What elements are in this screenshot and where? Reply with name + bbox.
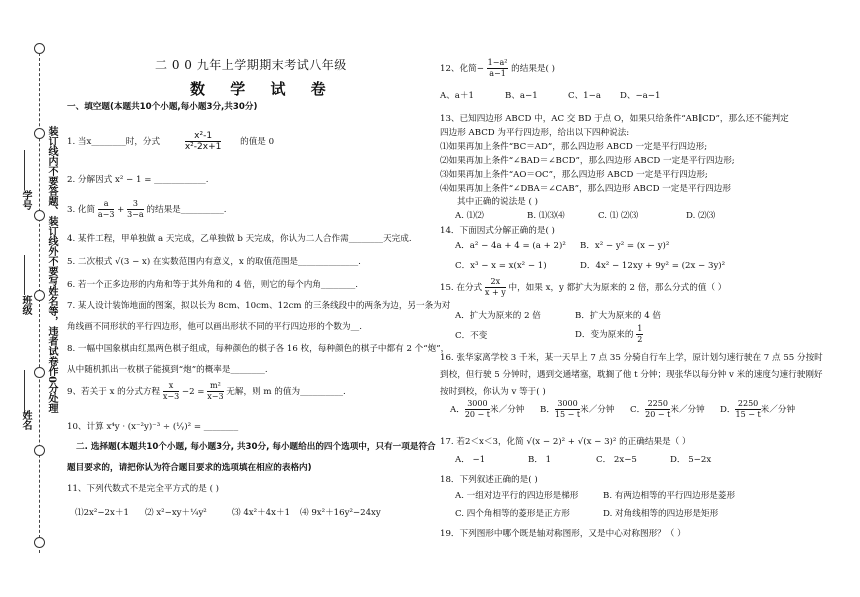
q12-option-d: D、−a−1 xyxy=(620,91,661,101)
section2-title-line2: 题目要求的，请把你认为符合题目要求的选项填在相应的表格内) xyxy=(67,463,312,473)
q16-option-c: C． $\frac{2250}{20 - t}$ 米／分钟 xyxy=(630,399,705,419)
question-11: 11、下列代数式不是完全平方式的是 ( ) xyxy=(67,484,220,494)
question-7-line1: 7. 某人设计装饰地面的图案，拟以长为 8cm、10cm、12cm 的三条线段中的两条为边，另一条为对 xyxy=(67,301,451,311)
question-17: 17. 若2＜x＜3，化简 √(x − 2)² + √(x − 3)² 的正确结果是（ ） xyxy=(440,437,691,447)
question-6: 6. 若一个正多边形的内角和等于其外角和的 4 倍，则它的每个内角________. xyxy=(67,280,359,290)
binding-hole xyxy=(34,537,45,548)
q15-option-d: D．变为原来的 $\frac{1}{2}$ xyxy=(575,324,643,344)
q17-option-b: B． 1 xyxy=(528,455,552,465)
q12-option-c: C、1−a xyxy=(568,91,601,101)
question-13-line2: 四边形 ABCD 为平行四边形，给出以下四种说法: xyxy=(440,128,630,138)
binding-hole xyxy=(34,445,45,456)
q13-option-a: A. ⑴⑵ xyxy=(455,211,484,221)
question-13-line3: ⑴如果再加上条件“BC＝AD”，那么四边形 ABCD 一定是平行四边形; xyxy=(440,142,708,152)
name-label: 姓名 xyxy=(20,410,31,430)
q11-option-2: ⑵ x²−xy＋¼y² xyxy=(145,508,207,518)
q11-option-4: ⑷ 9x²＋16y²−24xy xyxy=(300,508,381,518)
q14-option-a: A．a² − 4a + 4 = (a + 2)² xyxy=(455,241,566,251)
q15-option-c: C．不变 xyxy=(455,331,488,341)
q17-option-d: D． 5−2x xyxy=(670,455,712,465)
q18-option-a: A. 一组对边平行的四边形是梯形 xyxy=(455,491,579,501)
question-2: 2. 分解因式 x² − 1 = ____________. xyxy=(67,175,209,185)
q16-option-d: D． $\frac{2250}{15 - t}$ 米／分钟 xyxy=(720,399,796,419)
q15-option-a: A．扩大为原来的 2 倍 xyxy=(455,311,541,321)
question-10: 10、计算 x⁴y · (x⁻²y)⁻³ ÷ (¹⁄ᵧ)² = ________ xyxy=(67,422,239,432)
section1-title: 一、填空题(本题共10个小题,每小题3分,共30分) xyxy=(67,102,258,112)
binding-notice: 装订线内不要答题、装订线外不要写姓名等，违者试卷作0分处理 xyxy=(46,126,57,413)
question-13-line7: 其中正确的说法是 ( ) xyxy=(457,197,538,207)
class-label: 班级 xyxy=(20,295,31,315)
binding-hole xyxy=(34,128,45,139)
question-1: 1. 当x________时，分式 $\frac{\text{x²-1}}{\text{x²-2x+1}}$ 的值是 0 xyxy=(67,131,275,152)
q13-option-d: D. ⑵⑶ xyxy=(686,211,716,221)
binding-hole xyxy=(34,367,45,378)
section2-title-line1: 二. 选择题(本题共10个小题, 每小题3分, 共30分, 每小题给出的四个选项中，只有一项是符合 xyxy=(76,442,436,452)
question-16-line1: 16. 张华家离学校 3 千米，某一天早上 7 点 35 分骑自行车上学，原计划匀速行驶在 7 点 55 分按时 xyxy=(440,353,823,363)
question-8-line2: 从中随机抓出一枚棋子能摸到“炮”的概率是________. xyxy=(67,365,268,375)
binding-hole xyxy=(34,290,45,301)
exam-title: 数 学 试 卷 xyxy=(190,80,336,98)
q14-option-d: D．4x² − 12xy + 9y² = (2x − 3y)² xyxy=(580,261,726,271)
question-15: 15. 在分式 $\frac{2x}{x + y}$ 中，如果 x，y 都扩大为原来的 2 倍，那么分式的值（ ） xyxy=(440,277,727,297)
student-id-blank[interactable] xyxy=(24,150,25,190)
q16-option-a: A． $\frac{3000}{20 - t}$ 米／分钟 xyxy=(450,399,525,419)
question-18: 18．下列叙述正确的是( ) xyxy=(440,475,538,485)
question-13-line5: ⑶如果再加上条件“AO＝OC”，那么四边形 ABCD 一定是平行四边形; xyxy=(440,170,708,180)
q17-option-a: A． −1 xyxy=(455,455,486,465)
q12-option-b: B、a−1 xyxy=(505,91,538,101)
question-5: 5. 二次根式 √(3 − x) 在实数范围内有意义，x 的取值范围是______________. xyxy=(67,257,361,267)
q17-option-c: C． 2x−5 xyxy=(596,455,637,465)
question-13-line6: ⑷如果再加上条件“∠DBA＝∠CAB”，那么四边形 ABCD 一定是平行四边形 xyxy=(440,184,731,194)
q18-option-d: D. 对角线相等的四边形是矩形 xyxy=(603,509,719,519)
q12-option-a: A、a＋1 xyxy=(440,91,474,101)
question-3: 3. 化简 $\frac{a}{a-3}$ + $\frac{3}{3-a}$ 的结果是__________. xyxy=(67,199,227,219)
q18-option-c: C. 四个角相等的菱形是正方形 xyxy=(455,509,570,519)
q14-option-b: B．x² − y² = (x − y)² xyxy=(580,241,670,251)
question-16-line3: 按时到校，你认为 v 等于( ) xyxy=(440,387,546,397)
question-8-line1: 8. 一幅中国象棋由红黑两色棋子组成，每种颜色的棋子各 16 枚，每种颜色的棋子中都有 2 个“炮”， xyxy=(67,344,450,354)
question-13-line4: ⑵如果再加上条件“∠BAD＝∠BCD”，那么四边形 ABCD 一定是平行四边形; xyxy=(440,156,735,166)
q18-option-b: B. 有两边相等的平行四边形是菱形 xyxy=(603,491,736,501)
name-blank[interactable] xyxy=(24,370,25,410)
binding-hole xyxy=(34,43,45,54)
question-9: 9、若关于 x 的分式方程 $\frac{x}{x-3}$ −2 = $\frac{\text{m²}}{x-3}$ 无解，则 m 的值为__________. xyxy=(67,381,346,401)
q14-option-c: C．x³ − x = x(x² − 1) xyxy=(455,261,547,271)
q16-option-b: B． $\frac{3000}{15 - t}$ 米／分钟 xyxy=(540,399,615,419)
q13-option-c: C. ⑴ ⑵⑶ xyxy=(598,211,639,221)
question-16-line2: 到校，但行驶 5 分钟时，遇到交通堵塞，耽搁了他 t 分钟；现张华以每分钟 v 米的速度匀速行驶刚好 xyxy=(440,370,823,380)
question-4: 4. 某件工程，甲单独做 a 天完成，乙单独做 b 天完成，你认为二人合作需________天完成. xyxy=(67,234,412,244)
question-14: 14．下面因式分解正确的是( ) xyxy=(440,226,555,236)
binding-hole xyxy=(34,210,45,221)
student-id-label: 学号 xyxy=(20,190,31,210)
q15-option-b: B．扩大为原来的 4 倍 xyxy=(575,311,661,321)
question-19: 19．下列图形中哪个既是轴对称图形，又是中心对称图形？（ ） xyxy=(440,529,686,539)
q11-option-3: ⑶ 4x²＋4x＋1 xyxy=(232,508,291,518)
exam-header-line1: 二 0 0 九年上学期期末考试八年级 xyxy=(155,58,347,72)
class-blank[interactable] xyxy=(24,255,25,295)
q13-option-b: B. ⑴⑶⑷ xyxy=(527,211,565,221)
question-7-line2: 角线画不同形状的平行四边形，他可以画出形状不同的平行四边形的个数为__. xyxy=(67,322,362,332)
question-13-line1: 13、已知四边形 ABCD 中，AC 交 BD 于点 O，如果只给条件“AB∥CD”，那么还不能判定 xyxy=(440,114,789,124)
question-12: 12、化简− $\frac{\text{1−a²}}{a-1}$ 的结果是( ) xyxy=(440,58,555,78)
q11-option-1: ⑴2x²−2x＋1 xyxy=(75,508,129,518)
